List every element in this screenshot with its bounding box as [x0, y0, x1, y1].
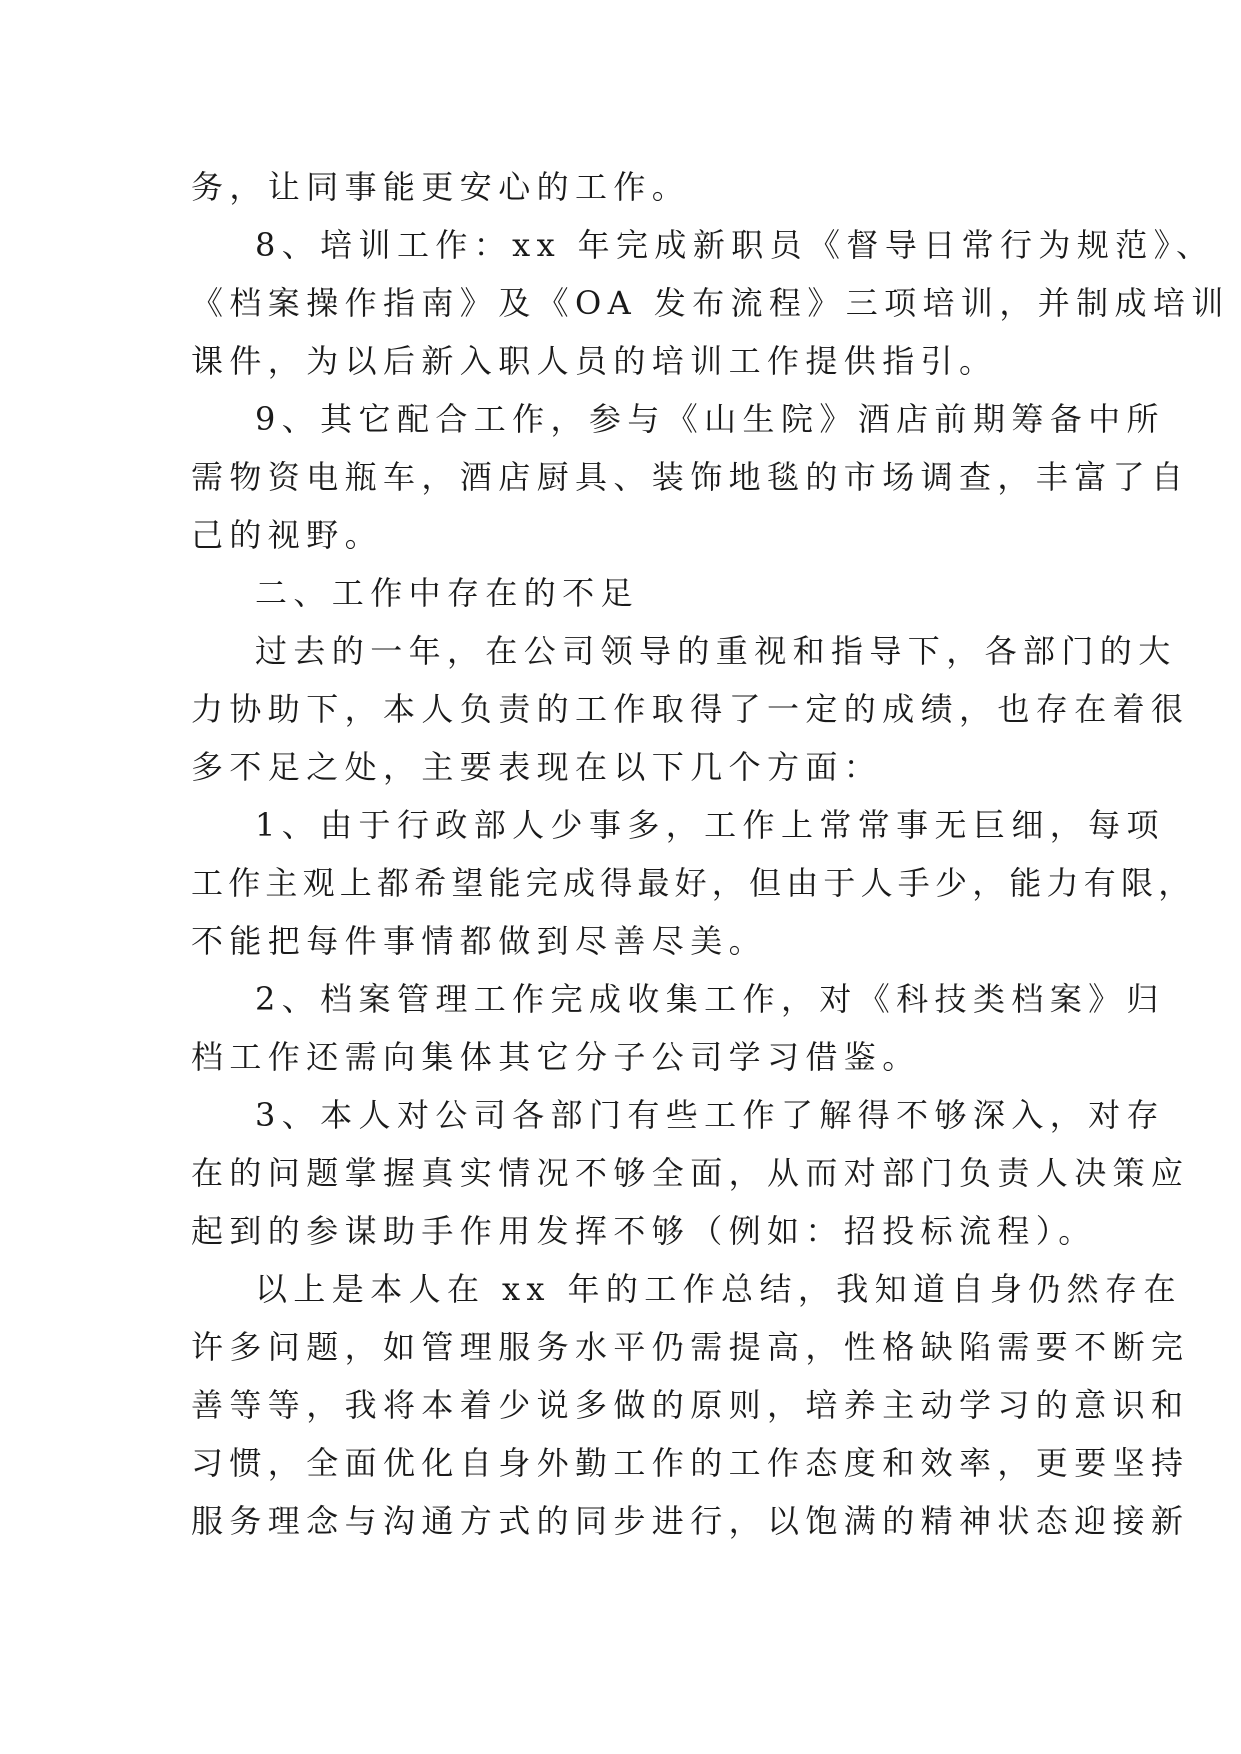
text-line: 务，让同事能更安心的工作。 [191, 168, 691, 206]
text-line: 以上是本人在 xx 年的工作总结，我知道自身仍然存在 [255, 1270, 1182, 1308]
text-line: 起到的参谋助手作用发挥不够（例如：招投标流程）。 [191, 1212, 1097, 1250]
text-line: 不能把每件事情都做到尽善尽美。 [191, 922, 768, 960]
text-line: 善等等，我将本着少说多做的原则，培养主动学习的意识和 [191, 1386, 1190, 1424]
text-line: 习惯，全面优化自身外勤工作的工作态度和效率，更要坚持 [191, 1444, 1190, 1482]
text-line: 服务理念与沟通方式的同步进行，以饱满的精神状态迎接新 [191, 1502, 1190, 1540]
text-line: 己的视野。 [191, 516, 384, 554]
text-line: 多不足之处，主要表现在以下几个方面： [191, 748, 883, 786]
text-line: 3、本人对公司各部门有些工作了解得不够深入，对存 [255, 1096, 1165, 1134]
text-line: 档工作还需向集体其它分子公司学习借鉴。 [191, 1038, 921, 1076]
text-line: 在的问题掌握真实情况不够全面，从而对部门负责人决策应 [191, 1154, 1190, 1192]
document-body [191, 158, 1230, 1550]
text-line: 《档案操作指南》及《OA 发布流程》三项培训，并制成培训 [191, 284, 1230, 322]
text-line: 1、由于行政部人少事多，工作上常常事无巨细，每项 [255, 806, 1165, 844]
text-line: 工作主观上都希望能完成得最好，但由于人手少，能力有限， [191, 864, 1196, 902]
text-line: 9、其它配合工作，参与《山生院》酒店前期筹备中所 [255, 400, 1165, 438]
text-line: 2、档案管理工作完成收集工作，对《科技类档案》归 [255, 980, 1165, 1018]
text-line: 许多问题，如管理服务水平仍需提高，性格缺陷需要不断完 [191, 1328, 1190, 1366]
text-line: 8、培训工作：xx 年完成新职员《督导日常行为规范》、 [255, 226, 1215, 264]
text-line: 需物资电瓶车，酒店厨具、装饰地毯的市场调查，丰富了自 [191, 458, 1190, 496]
text-line: 过去的一年，在公司领导的重视和指导下，各部门的大 [255, 632, 1177, 670]
text-line: 力协助下，本人负责的工作取得了一定的成绩，也存在着很 [191, 690, 1190, 728]
text-line: 课件，为以后新入职人员的培训工作提供指引。 [191, 342, 998, 380]
section-heading: 二、工作中存在的不足 [255, 574, 640, 612]
